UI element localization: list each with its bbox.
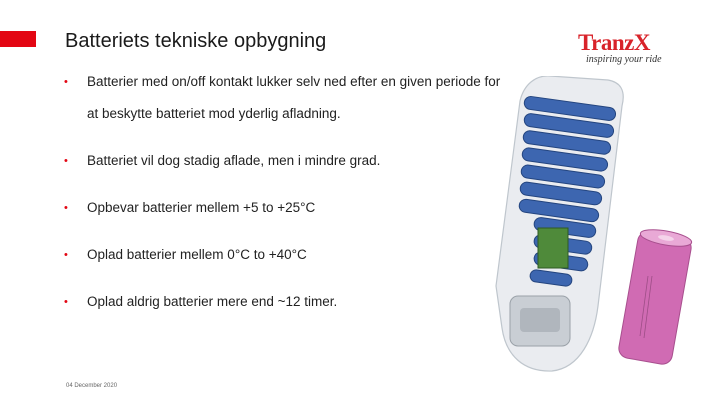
battery-illustration [480, 76, 710, 376]
bullet-icon: • [64, 202, 68, 214]
bullet-icon: • [64, 155, 68, 167]
bullet-text: Batterier med on/off kontakt lukker selv ned efter en given periode for at beskytte batteriet mod yderlig afladning. [87, 74, 501, 121]
tranzx-logo [578, 30, 688, 70]
bullet-text: Opbevar batterier mellem +5 to +25°C [87, 200, 316, 215]
logo-wordmark: TranzX [578, 30, 650, 55]
bullet-icon: • [64, 249, 68, 261]
battery-pack-cutaway-icon [496, 76, 623, 371]
footer-date: 04 December 2020 [66, 383, 118, 389]
bullet-icon: • [64, 296, 68, 308]
bullet-list [64, 66, 504, 333]
bullet-item [64, 286, 504, 318]
accent-tab [0, 31, 36, 47]
logo-tagline: inspiring your ride [586, 54, 662, 65]
bullet-text: Batteriet vil dog stadig aflade, men i mindre grad. [87, 153, 381, 168]
bullet-item [64, 192, 504, 224]
bullet-item [64, 66, 504, 130]
slide-title: Batteriets tekniske opbygning [65, 30, 327, 52]
bullet-item [64, 145, 504, 177]
bullet-item [64, 239, 504, 271]
18650-cell-icon [617, 227, 693, 366]
bullet-icon: • [64, 76, 68, 88]
bullet-text: Oplad aldrig batterier mere end ~12 timer. [87, 294, 338, 309]
bullet-text: Oplad batterier mellem 0°C to +40°C [87, 247, 307, 262]
